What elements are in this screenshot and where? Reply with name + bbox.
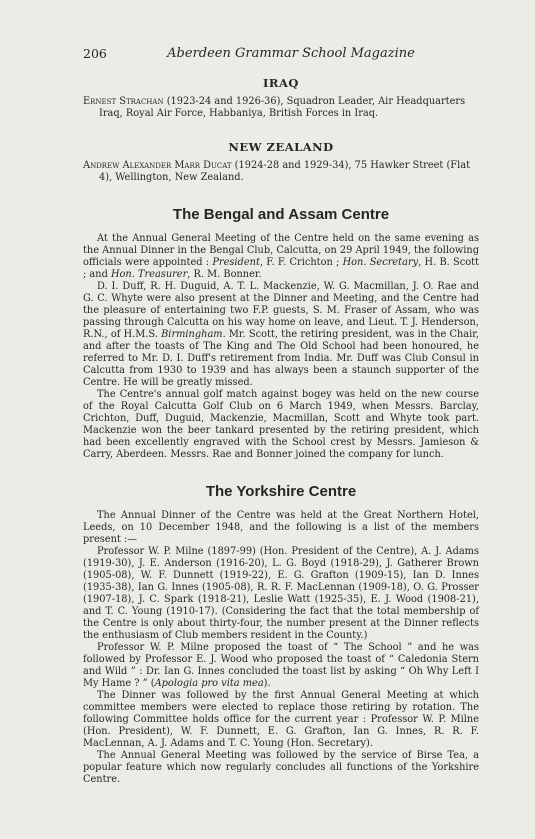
entry-text: (1924-28 and 1929-34), 75 Hawker Street (Flat 4), Wellington, New Zealand. bbox=[99, 160, 471, 183]
ship-name: Birmingham bbox=[161, 329, 223, 340]
heading-yorkshire: The Yorkshire Centre bbox=[205, 483, 357, 500]
text-run: ). bbox=[263, 678, 271, 689]
yorkshire-paragraph-2: Professor W. P. Milne (1897-99) (Hon. President of the Centre), A. J. Adams (1919-30), J. E. Anderson (1916-20), L. G. Boyd (1918-29), J. Gatherer Brown (1905-08), W. F. Dunnett (1919-22), E. G. Grafton (1909-15), Ian D. Innes (1935-38), Ian G. Innes (1905-08), R. R. F. MacLennan (1909-18), O. G. Prosser (1907-18), J. C. Spark (1918-21), Leslie Watt (1925-35), E. J. Wood (1908-21), and T. C. Young (1910-17). (Considering the fact that the total membership of the Centre is only about thirty-four, the number present at the Dinner reflects the enthusiasm of Club members resident in the County.) bbox=[83, 546, 479, 641]
text-run: , R. M. Bonner. bbox=[187, 269, 262, 280]
text-run: D. I. Duff, R. H. Duguid, A. T. L. Mackenzie, W. G. Macmillan, J. O. Rae and G. C. Whyte were also present at the Dinner and Meeting, and the Centre had the pleasure of entertaining two F.P. guests, S. M. Fraser of Assam, who was passing through Calcutta on his way home on leave, and Lieut. T. J. Henderson, R.N., of H.M.S. bbox=[83, 281, 479, 340]
section-bengal-assam bbox=[83, 206, 479, 461]
bengal-paragraph-3: The Centre's annual golf match against bogey was held on the new course of the Royal Calcutta Golf Club on 6 March 1949, when Messrs. Barclay, Crichton, Duff, Duguid, Mackenzie, Macmillan, Scott and Whyte took part. Mackenzie won the beer tankard presented by the retiring president, which had been excellently engraved with the School crest by Messrs. Jamieson & Carry, Aberdeen. Messrs. Rae and Bonner joined the company for lunch. bbox=[83, 389, 479, 460]
entry-iraq bbox=[83, 96, 479, 120]
yorkshire-paragraph-1: The Annual Dinner of the Centre was held at the Great Northern Hotel, Leeds, on 10 December 1948, and the following is a list of the members present :— bbox=[83, 510, 479, 545]
heading-new-zealand: NEW ZEALAND bbox=[228, 140, 334, 154]
text-run: , H. B. Scott ; and bbox=[83, 257, 479, 280]
yorkshire-paragraph-3 bbox=[83, 642, 479, 690]
bengal-paragraph-1 bbox=[83, 233, 479, 281]
text-run: At the Annual General Meeting of the Centre held on the same evening as the Annual Dinner in the Bengal Club, Calcutta, on 29 April 1949, the following officials were appointed : bbox=[83, 233, 479, 268]
section-iraq bbox=[83, 76, 479, 120]
bengal-paragraph-2 bbox=[83, 281, 479, 389]
yorkshire-paragraph-5: The Annual General Meeting was followed by the service of Birse Tea, a popular feature which now regularly concludes all functions of the Yorkshire Centre. bbox=[83, 750, 479, 785]
latin-phrase: Apologia pro vita mea bbox=[154, 678, 264, 689]
section-yorkshire bbox=[83, 483, 479, 786]
heading-iraq: IRAQ bbox=[263, 76, 299, 90]
entry-name: Ernest Strachan bbox=[83, 96, 164, 107]
text-run: Professor W. P. Milne proposed the toast of “ The School ” and he was followed by Professor E. J. Wood who proposed the toast of “ Caledonia Stern and Wild ” : Dr. Ian G. Innes concluded the toast list by asking “ Oh Why Left I My Hame ? ” ( bbox=[83, 642, 479, 689]
role-secretary: Hon. Secretary bbox=[342, 257, 419, 268]
heading-bengal-assam: The Bengal and Assam Centre bbox=[172, 206, 390, 223]
entry-text: (1923-24 and 1926-36), Squadron Leader, Air Headquarters Iraq, Royal Air Force, Habbaniya, British Forces in Iraq. bbox=[99, 96, 466, 119]
yorkshire-paragraph-4: The Dinner was followed by the first Annual General Meeting at which committee members were elected to replace those retiring by rotation. The following Committee holds office for the current year : Professor W. P. Milne (Hon. President), W. F. Dunnett, E. G. Grafton, Ian G. Innes, R. R. F. MacLennan, A. J. Adams and T. C. Young (Hon. Secretary). bbox=[83, 690, 479, 749]
section-new-zealand bbox=[83, 140, 479, 184]
text-run: . Mr. Scott, the retiring president, was in the Chair, and after the toasts of The King and The Old School had been honoured, he referred to Mr. D. I. Duff's retirement from India. Mr. Duff was Club Consul in Calcutta from 1930 to 1939 and has always been a staunch supporter of the Centre. He will be greatly missed. bbox=[83, 329, 480, 388]
role-president: President bbox=[212, 257, 260, 268]
running-head bbox=[83, 46, 479, 64]
role-treasurer: Hon. Treasurer bbox=[110, 269, 188, 280]
entry-name: Andrew Alexander Marr Ducat bbox=[83, 160, 232, 171]
page-number: 206 bbox=[83, 46, 107, 61]
running-title: Aberdeen Grammar School Magazine bbox=[167, 46, 415, 61]
entry-new-zealand bbox=[83, 160, 479, 184]
text-run: , F. F. Crichton ; bbox=[259, 257, 343, 268]
